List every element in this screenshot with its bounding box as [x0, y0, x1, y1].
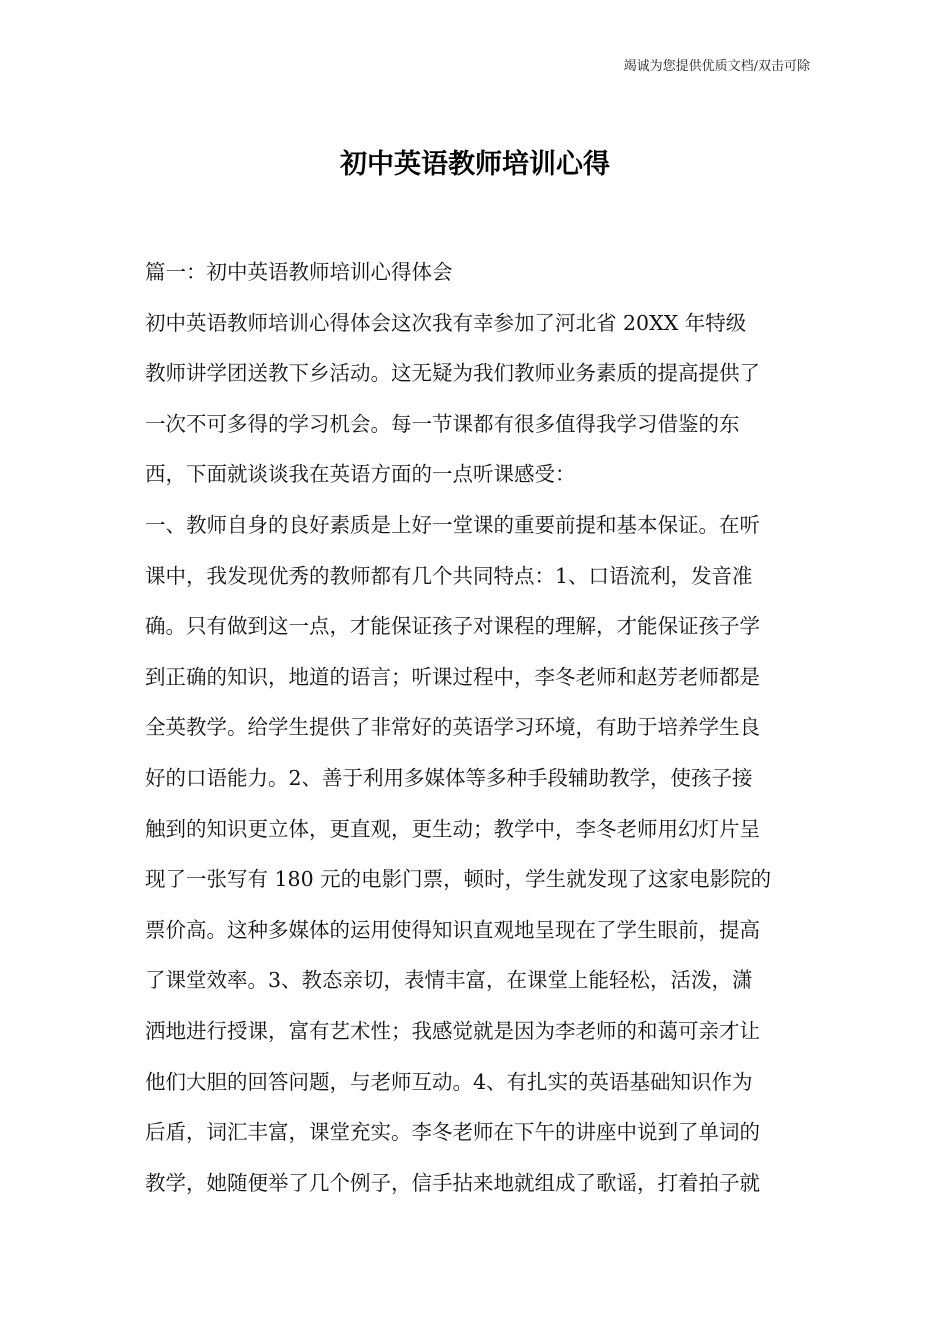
body-line: 一次不可多得的学习机会。每一节课都有很多值得我学习借鉴的东	[145, 411, 740, 436]
document-title: 初中英语教师培训心得	[340, 149, 610, 180]
body-line: 他们大胆的回答问题，与老师互动。4、有扎实的英语基础知识作为	[145, 1069, 753, 1094]
body-line: 现了一张写有 180 元的电影门票，顿时，学生就发现了这家电影院的	[145, 867, 772, 892]
document-body	[145, 252, 825, 1213]
body-line: 教师讲学团送教下乡活动。这无疑为我们教师业务素质的提高提供了	[145, 361, 760, 386]
body-line: 到正确的知识，地道的语言；听课过程中，李冬老师和赵芳老师都是	[145, 664, 760, 689]
body-line: 触到的知识更立体，更直观，更生动；教学中，李冬老师用幻灯片呈	[145, 816, 760, 841]
body-line: 西，下面就谈谈我在英语方面的一点听课感受：	[145, 462, 576, 487]
body-line: 票价高。这种多媒体的运用使得知识直观地呈现在了学生眼前，提高	[145, 917, 760, 942]
header-note: 竭诚为您提供优质文档/双击可除	[623, 59, 810, 74]
body-line: 确。只有做到这一点，才能保证孩子对课程的理解，才能保证孩子学	[145, 614, 760, 639]
body-line: 洒地进行授课，富有艺术性；我感觉就是因为李老师的和蔼可亲才让	[145, 1018, 760, 1043]
body-line: 全英教学。给学生提供了非常好的英语学习环境，有助于培养学生良	[145, 715, 760, 740]
body-line: 教学，她随便举了几个例子，信手拈来地就组成了歌谣，打着拍子就	[145, 1170, 760, 1195]
body-line: 初中英语教师培训心得体会这次我有幸参加了河北省 20XX 年特级	[145, 310, 747, 335]
body-line: 好的口语能力。2、善于利用多媒体等多种手段辅助教学，使孩子接	[145, 765, 753, 790]
body-line: 一、教师自身的良好素质是上好一堂课的重要前提和基本保证。在听	[145, 512, 760, 537]
body-line: 后盾，词汇丰富，课堂充实。李冬老师在下午的讲座中说到了单词的	[145, 1120, 760, 1145]
section-heading: 篇一：初中英语教师培训心得体会	[145, 260, 453, 284]
body-line: 了课堂效率。3、教态亲切，表情丰富，在课堂上能轻松，活泼，潇	[145, 968, 753, 993]
body-line: 课中，我发现优秀的教师都有几个共同特点：1、口语流利，发音准	[145, 563, 753, 588]
